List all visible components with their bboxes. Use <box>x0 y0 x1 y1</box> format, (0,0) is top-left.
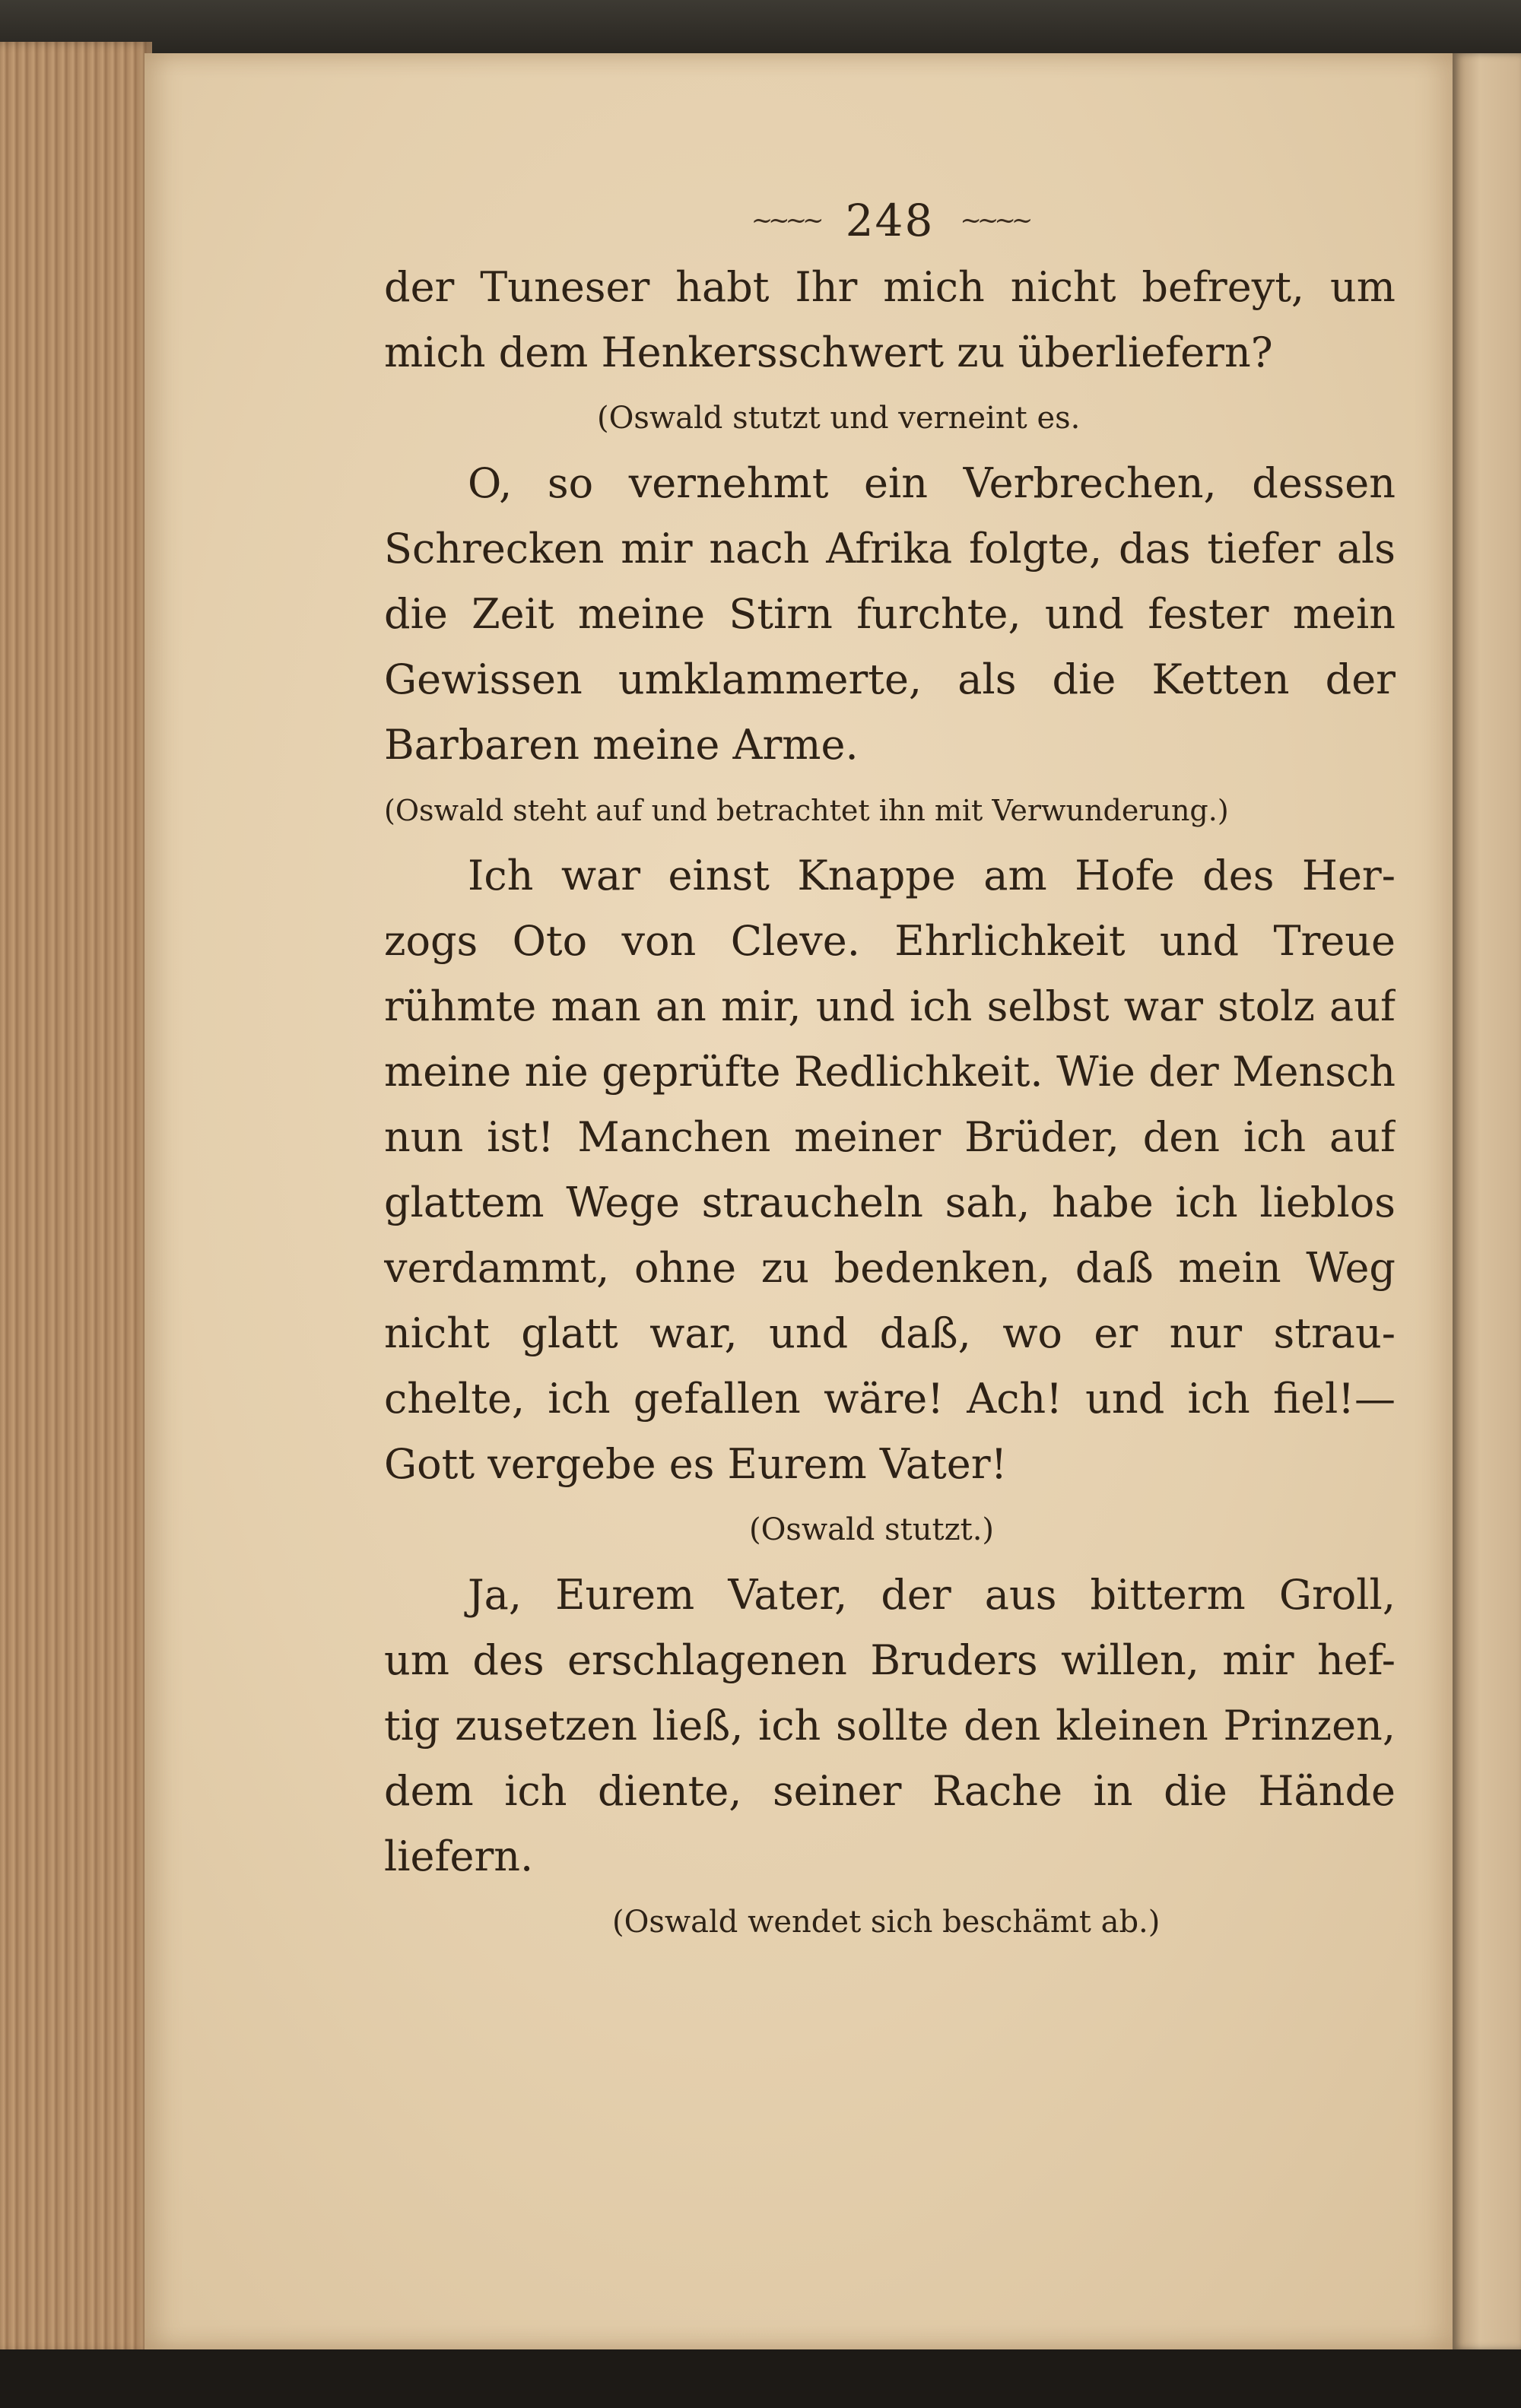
stage-direction: (Oswald wendet sich beschämt ab.) <box>612 1905 1161 1940</box>
text-line: Ja, Eurem Vater, der aus bitterm Groll, <box>468 1571 1396 1619</box>
text-line: zogs Oto von Cleve. Ehrlichkeit und Treue <box>384 917 1396 965</box>
text-line: liefern. <box>384 1832 534 1880</box>
text-line: chelte, ich gefallen wäre! Ach! und ich fiel!— <box>384 1375 1396 1423</box>
text-line: Gewissen umklammerte, als die Ketten der <box>384 655 1396 703</box>
ornament-left: ~~~~ <box>751 205 820 236</box>
text-line: Ich war einst Knappe am Hofe des Her- <box>468 852 1396 899</box>
stage-direction: (Oswald steht auf und betrachtet ihn mit Verwunderung.) <box>384 794 1229 827</box>
text-line: O, so vernehmt ein Verbrechen, dessen <box>468 459 1396 507</box>
page-text <box>384 255 1396 1955</box>
facing-page-edge <box>1453 53 1521 2349</box>
text-line: mich dem Henkersschwert zu überliefern? <box>384 328 1273 376</box>
text-line: rühmte man an mir, und ich selbst war stolz auf <box>384 982 1396 1030</box>
text-line: dem ich diente, seiner Rache in die Hände <box>384 1767 1396 1815</box>
text-line: der Tuneser habt Ihr mich nicht befreyt, um <box>384 263 1396 311</box>
text-line: um des erschlagenen Bruders willen, mir hef- <box>384 1636 1396 1684</box>
text-line: Schrecken mir nach Afrika folgte, das tiefer als <box>384 525 1396 573</box>
text-line: verdammt, ohne zu bedenken, daß mein Weg <box>384 1244 1396 1292</box>
text-line: tig zusetzen ließ, ich sollte den kleinen Prinzen, <box>384 1702 1396 1750</box>
text-line: Barbaren meine Arme. <box>384 721 859 769</box>
text-line: Gott vergebe es Eurem Vater! <box>384 1440 1008 1488</box>
book-bottom-edge <box>0 2349 1521 2408</box>
stage-direction: (Oswald stutzt.) <box>749 1512 995 1547</box>
page-header <box>684 190 1095 251</box>
text-line: nicht glatt war, und daß, wo er nur strau- <box>384 1309 1396 1357</box>
text-line: nun ist! Manchen meiner Brüder, den ich auf <box>384 1113 1396 1161</box>
book-cover-edge <box>0 0 1521 61</box>
text-line: meine nie geprüfte Redlichkeit. Wie der Mensch <box>384 1048 1396 1096</box>
ornament-right: ~~~~ <box>960 205 1029 236</box>
text-line: die Zeit meine Stirn furchte, und fester mein <box>384 590 1396 638</box>
page-number: 248 <box>845 195 935 246</box>
stage-direction: (Oswald stutzt und verneint es. <box>597 401 1081 436</box>
page-edges <box>0 42 152 2353</box>
text-line: glattem Wege straucheln sah, habe ich lieblos <box>384 1179 1396 1226</box>
